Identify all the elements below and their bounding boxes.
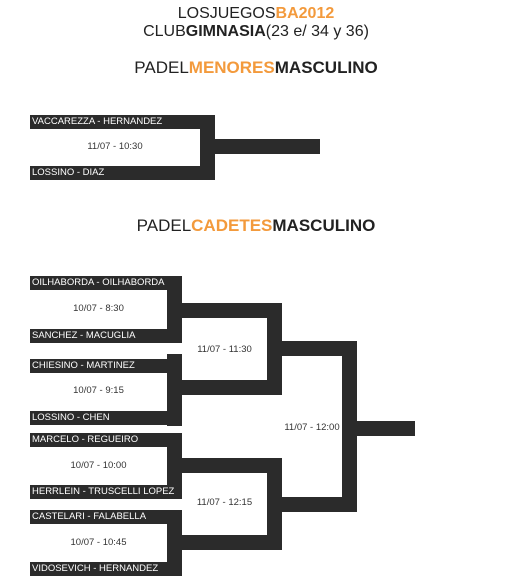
final-winner-line: [342, 421, 415, 436]
cadetes-title-prefix: PADEL: [136, 216, 192, 235]
cadetes-title-category: CADETES: [191, 216, 273, 235]
final-schedule: 11/07 - 12:00: [284, 422, 340, 433]
r1-match4-team-top: CASTELARI - FALABELLA: [30, 510, 182, 524]
menores-title-category: MENORES: [188, 58, 275, 77]
r1-out-3: [167, 458, 267, 473]
menores-title-prefix: PADEL: [134, 58, 189, 77]
club-name: GIMNASIA: [185, 23, 266, 40]
menores-team-bottom: LOSSINO - DIAZ: [30, 166, 215, 180]
semi1-schedule: 11/07 - 11:30: [197, 344, 252, 355]
menores-title-suffix: MASCULINO: [274, 58, 378, 77]
r1-out-2: [167, 380, 267, 395]
r1-match3-schedule: 10/07 - 10:00: [70, 460, 127, 471]
r1-match2-schedule: 10/07 - 9:15: [73, 385, 124, 396]
semi2-schedule: 11/07 - 12:15: [196, 497, 253, 508]
club-prefix: CLUB: [143, 23, 186, 40]
r1-match1-team-top: OILHABORDA - OILHABORDA: [30, 276, 182, 290]
r1-match2-team-top: CHIESINO - MARTINEZ: [30, 359, 182, 373]
r1-match4-team-bottom: VIDOSEVICH - HERNANDEZ: [30, 562, 182, 576]
r1-match2-team-bottom: LOSSINO - CHEN: [30, 411, 182, 425]
menores-team-top: VACCAREZZA - HERNANDEZ: [30, 115, 215, 129]
r1-out-1: [167, 303, 267, 318]
menores-winner-line: [200, 139, 320, 154]
menores-schedule: 11/07 - 10:30: [87, 141, 143, 152]
r1-match3-team-bottom: HERRLEIN - TRUSCELLI LOPEZ: [30, 485, 182, 499]
r1-match4-schedule: 10/07 - 10:45: [70, 537, 127, 548]
club-address: (23 e/ 34 y 36): [265, 23, 369, 40]
event-title-prefix: LOSJUEGOS: [177, 5, 276, 22]
event-title-suffix: BA2012: [275, 5, 335, 22]
r1-match3-team-top: MARCELO - REGUEIRO: [30, 433, 182, 447]
r1-match1-team-bottom: SANCHEZ - MACUGLIA: [30, 329, 182, 343]
r1-match1-schedule: 10/07 - 8:30: [73, 303, 124, 314]
cadetes-title-suffix: MASCULINO: [272, 216, 376, 235]
r1-out-4: [167, 535, 267, 550]
